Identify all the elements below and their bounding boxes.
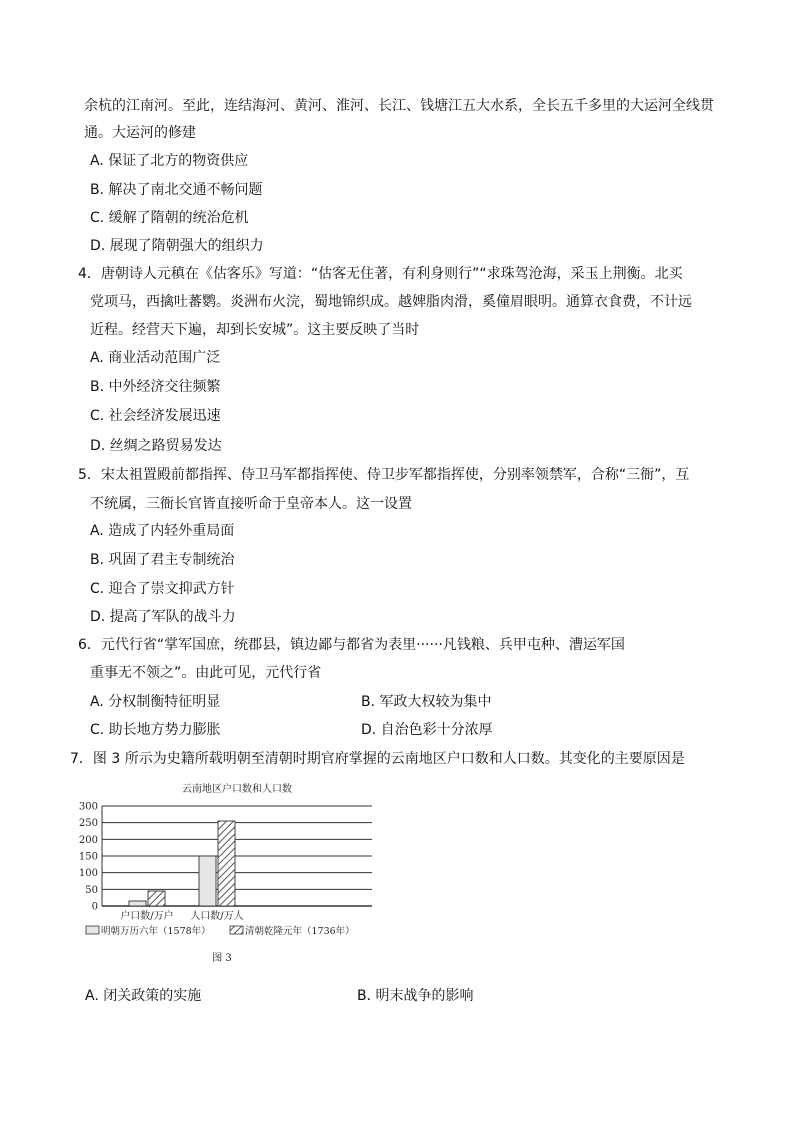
q4-option-c: C. 社会经济发展迅速	[90, 408, 221, 424]
q5-option-c: C. 迎合了崇文抑武方针	[90, 581, 235, 597]
q4-option-a: A. 商业活动范围广泛	[90, 350, 221, 366]
q7-option-a: A. 闭关政策的实施	[85, 988, 202, 1004]
bar-chart-svg	[78, 774, 382, 974]
x-category-label-0: 户口数/万户	[120, 911, 174, 922]
figure-3-chart	[78, 774, 382, 974]
y-tick-label-100: 100	[78, 868, 98, 880]
q4-option-d: D. 丝绸之路贸易发达	[90, 438, 222, 454]
y-tick-label-50: 50	[85, 884, 98, 896]
x-category-label-1: 人口数/万人	[190, 911, 244, 922]
q7-option-b: B. 明末战争的影响	[357, 988, 474, 1004]
q4-option-b: B. 中外经济交往频繁	[90, 379, 221, 395]
q6-stem-line2: 重事无不领之”。由此可见，元代行省	[90, 665, 322, 681]
q5-stem-line1: 5．宋太祖置殿前都指挥、侍卫马军都指挥使、侍卫步军都指挥使，分别率领禁军，合称“三衙”，互	[78, 467, 690, 483]
q6-option-d: D. 自治色彩十分浓厚	[361, 722, 493, 738]
q4-stem-line2: 党项马，西擒吐蕃鹦。炎洲布火浣，蜀地锦织成。越婢脂肉滑，奚僮眉眼明。通算衣食费，不计远	[90, 294, 692, 310]
q6-stem-line1: 6．元代行省“掌军国庶，统郡县，镇边鄙与都省为表里······凡钱粮、兵甲屯种、漕运军国	[78, 637, 625, 653]
legend-label-ming: 明朝万历六年（1578年）	[101, 926, 211, 937]
q3-option-a: A. 保证了北方的物资供应	[90, 153, 249, 169]
q6-option-a: A. 分权制衡特征明显	[90, 694, 221, 710]
q5-stem-line2: 不统属，三衙长官皆直接听命于皇帝本人。这一设置	[90, 496, 412, 512]
y-tick-label-300: 300	[78, 801, 98, 813]
q5-option-d: D. 提高了军队的战斗力	[90, 609, 236, 625]
y-tick-label-200: 200	[78, 834, 98, 846]
q4-stem-line1: 4．唐朝诗人元稹在《估客乐》写道：“估客无住著，有利身则行”“求珠驾沧海，采玉上荆衡。北买	[78, 266, 683, 282]
q3-option-c: C. 缓解了隋朝的统治危机	[90, 210, 249, 226]
q5-option-a: A. 造成了内轻外重局面	[90, 523, 235, 539]
chart-title: 云南地区户口数和人口数	[182, 784, 292, 795]
y-tick-label-250: 250	[78, 818, 98, 830]
bar-qing-1	[218, 821, 235, 906]
q3-option-d: D. 展现了隋朝强大的组织力	[90, 238, 264, 254]
bar-ming-0	[129, 901, 146, 906]
figure-caption: 图 3	[212, 953, 232, 964]
y-tick-label-0: 0	[91, 901, 98, 913]
legend-swatch-qing	[230, 926, 243, 934]
q7-stem: 7．图 3 所示为史籍所载明朝至清朝时期官府掌握的云南地区户口数和人口数。其变化的主要原因是	[70, 751, 685, 767]
y-tick-label-150: 150	[78, 851, 98, 863]
q4-stem-line3: 近程。经营天下遍，却到长安城”。这主要反映了当时	[90, 322, 420, 338]
bar-qing-0	[148, 891, 165, 906]
q5-option-b: B. 巩固了君主专制统治	[90, 552, 235, 568]
q6-option-c: C. 助长地方势力膨胀	[90, 722, 221, 738]
legend-label-qing: 清朝乾隆元年（1736年）	[245, 926, 355, 937]
q3-option-b: B. 解决了南北交通不畅问题	[90, 182, 263, 198]
q3-stem-line1: 余杭的江南河。至此，连结海河、黄河、淮河、长江、钱塘江五大水系，全长五千多里的大运河全线贯	[84, 98, 714, 114]
q3-stem-line2: 通。大运河的修建	[84, 125, 196, 141]
q6-option-b: B. 军政大权较为集中	[361, 694, 492, 710]
bar-ming-1	[199, 856, 216, 906]
legend-swatch-ming	[86, 926, 99, 934]
